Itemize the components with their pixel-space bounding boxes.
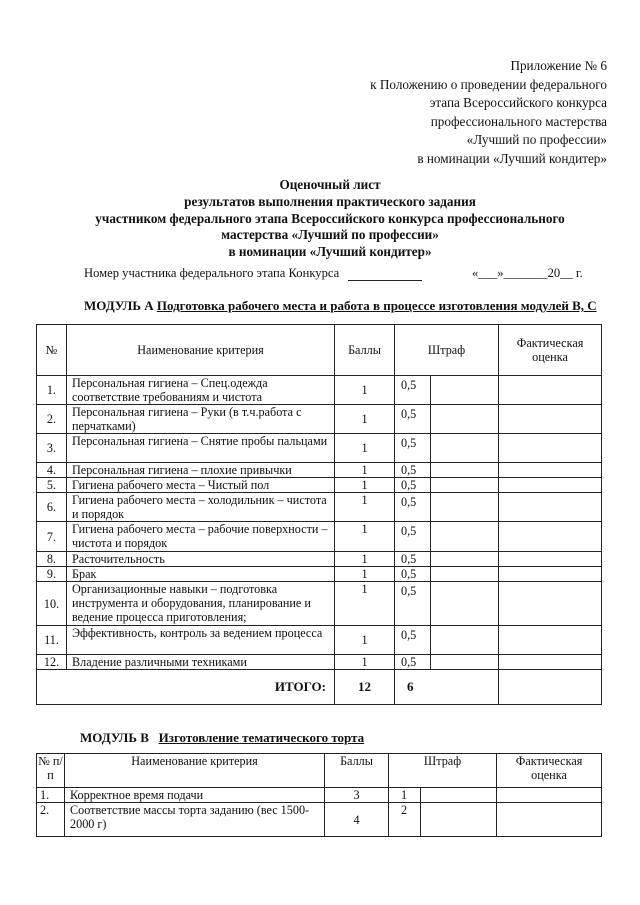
header-actual: Фактическая оценка: [499, 325, 602, 376]
appendix-line: Приложение № 6: [510, 58, 607, 73]
row-num: 3.: [37, 434, 67, 463]
row-criterion: Персональная гигиена – Руки (в т.ч.работа с перчатками): [67, 405, 335, 434]
table-row: [37, 405, 602, 434]
row-actual-score[interactable]: [497, 803, 602, 837]
row-points: 1: [335, 405, 395, 434]
row-num: 6.: [37, 493, 67, 522]
row-points: 1: [335, 582, 395, 626]
row-actual-score[interactable]: [499, 376, 602, 405]
row-num: 1.: [37, 376, 67, 405]
table-header-row: [37, 754, 602, 788]
row-penalty-mark[interactable]: [431, 626, 499, 655]
row-penalty-mark[interactable]: [431, 552, 499, 567]
row-points: 1: [335, 655, 395, 670]
row-penalty: 0,5: [395, 493, 431, 522]
title-line: участником федерального этапа Всероссийского конкурса профессионального: [95, 210, 565, 226]
module-a-table: [36, 324, 602, 705]
row-actual-score[interactable]: [497, 788, 602, 803]
table-row: [37, 552, 602, 567]
row-points: 1: [335, 522, 395, 552]
row-points: 1: [335, 376, 395, 405]
appendix-line: профессионального мастерства: [430, 113, 607, 129]
row-penalty: 0,5: [395, 522, 431, 552]
header-criterion: Наименование критерия: [67, 325, 335, 376]
row-penalty: 0,5: [395, 567, 431, 582]
row-num: 4.: [37, 463, 67, 478]
row-actual-score[interactable]: [499, 434, 602, 463]
row-points: 1: [335, 552, 395, 567]
row-criterion: Расточительность: [67, 552, 335, 567]
row-criterion: Персональная гигиена – Спец.одежда соответствие требованиям и чистота: [67, 376, 335, 405]
row-criterion: Корректное время подачи: [65, 788, 325, 803]
row-penalty-mark[interactable]: [431, 405, 499, 434]
row-num: 2.: [37, 803, 65, 837]
title-line: мастерства «Лучший по профессии»: [221, 227, 439, 243]
header-points: Баллы: [325, 754, 389, 788]
appendix-line: в номинации «Лучший кондитер»: [417, 150, 607, 166]
row-penalty: 0,5: [395, 405, 431, 434]
module-b-name: Изготовление тематического торта: [158, 730, 365, 745]
row-penalty: 0,5: [395, 478, 431, 493]
row-num: 1.: [37, 788, 65, 803]
header-points: Баллы: [335, 325, 395, 376]
header-penalty: Штраф: [389, 754, 497, 788]
table-row: [37, 463, 602, 478]
appendix-line: «Лучший по профессии»: [466, 132, 607, 148]
row-penalty-mark[interactable]: [431, 463, 499, 478]
row-actual-score[interactable]: [499, 478, 602, 493]
row-penalty-mark[interactable]: [431, 376, 499, 405]
row-num: 2.: [37, 405, 67, 434]
row-criterion: Гигиена рабочего места – Чистый пол: [67, 478, 335, 493]
table-row: [37, 493, 602, 522]
header-num: № п/п: [37, 754, 65, 788]
module-b-title: [80, 730, 364, 746]
row-actual-score[interactable]: [499, 655, 602, 670]
header-num: №: [37, 325, 67, 376]
row-penalty-mark[interactable]: [431, 567, 499, 582]
row-criterion: Эффективность, контроль за ведением процесса: [67, 626, 335, 655]
table-row: [37, 626, 602, 655]
module-b-table: [36, 753, 602, 837]
table-row: [37, 655, 602, 670]
title-line: в номинации «Лучший кондитер»: [228, 244, 432, 260]
participant-line: [84, 266, 604, 284]
row-penalty-mark[interactable]: [431, 582, 499, 626]
module-a-name: Подготовка рабочего места и работа в процессе изготовления модулей В, С: [156, 298, 597, 313]
total-penalty: 6: [395, 670, 499, 705]
row-actual-score[interactable]: [499, 493, 602, 522]
title-line: результатов выполнения практического задания: [184, 193, 476, 209]
row-penalty: 0,5: [395, 582, 431, 626]
row-criterion: Владение различными техниками: [67, 655, 335, 670]
row-penalty: 0,5: [395, 552, 431, 567]
row-actual-score[interactable]: [499, 582, 602, 626]
row-points: 4: [325, 803, 389, 837]
appendix-block: [247, 57, 607, 169]
table-row: [37, 582, 602, 626]
row-penalty-mark[interactable]: [431, 478, 499, 493]
row-penalty-mark[interactable]: [431, 522, 499, 552]
row-actual-score[interactable]: [499, 567, 602, 582]
row-criterion: Гигиена рабочего места – рабочие поверхности – чистота и порядок: [67, 522, 335, 552]
participant-number-field[interactable]: [348, 280, 422, 281]
row-penalty: 0,5: [395, 434, 431, 463]
row-penalty: 0,5: [395, 376, 431, 405]
row-points: 1: [335, 478, 395, 493]
row-points: 1: [335, 463, 395, 478]
module-a-prefix: МОДУЛЬ А: [84, 298, 154, 313]
table-row: [37, 478, 602, 493]
header-penalty: Штраф: [395, 325, 499, 376]
row-criterion: Организационные навыки – подготовка инструмента и оборудования, планирование и ведение процесса приготовления;: [67, 582, 335, 626]
row-penalty-mark[interactable]: [431, 493, 499, 522]
row-penalty: 0,5: [395, 463, 431, 478]
table-row: [37, 376, 602, 405]
row-penalty: 2: [389, 803, 421, 837]
row-penalty: 0,5: [395, 626, 431, 655]
row-num: 9.: [37, 567, 67, 582]
row-criterion: Персональная гигиена – плохие привычки: [67, 463, 335, 478]
row-points: 3: [325, 788, 389, 803]
table-row: [37, 788, 602, 803]
row-actual-score[interactable]: [499, 626, 602, 655]
row-penalty-mark[interactable]: [421, 788, 497, 803]
appendix-line: к Положению о проведении федерального: [370, 76, 607, 92]
participant-label: Номер участника федерального этапа Конкурса: [84, 266, 340, 280]
row-penalty: 1: [389, 788, 421, 803]
row-points: 1: [335, 567, 395, 582]
row-actual-score[interactable]: [499, 463, 602, 478]
total-actual-score[interactable]: [499, 670, 602, 705]
row-num: 12.: [37, 655, 67, 670]
row-num: 11.: [37, 626, 67, 655]
table-header-row: [37, 325, 602, 376]
header-criterion: Наименование критерия: [65, 754, 325, 788]
row-actual-score[interactable]: [499, 552, 602, 567]
row-num: 5.: [37, 478, 67, 493]
row-criterion: Гигиена рабочего места – холодильник – чистота и порядок: [67, 493, 335, 522]
row-actual-score[interactable]: [499, 405, 602, 434]
row-actual-score[interactable]: [499, 522, 602, 552]
document-title: [60, 177, 600, 261]
row-penalty-mark[interactable]: [421, 803, 497, 837]
row-penalty-mark[interactable]: [431, 434, 499, 463]
row-penalty: 0,5: [395, 655, 431, 670]
module-b-prefix: МОДУЛЬ В: [80, 730, 149, 745]
total-row: [37, 670, 602, 705]
table-row: [37, 522, 602, 552]
appendix-line: этапа Всероссийского конкурса: [429, 95, 607, 111]
title-line: Оценочный лист: [279, 177, 381, 192]
row-num: 7.: [37, 522, 67, 552]
table-row: [37, 803, 602, 837]
row-num: 8.: [37, 552, 67, 567]
table-row: [37, 434, 602, 463]
date-field[interactable]: «___»_______20__ г.: [472, 266, 583, 280]
row-penalty-mark[interactable]: [431, 655, 499, 670]
row-criterion: Персональная гигиена – Снятие пробы пальцами: [67, 434, 335, 463]
row-criterion: Брак: [67, 567, 335, 582]
row-criterion: Соответствие массы торта заданию (вес 1500-2000 г): [65, 803, 325, 837]
module-a-title: [84, 298, 597, 314]
row-points: 1: [335, 434, 395, 463]
total-points: 12: [335, 670, 395, 705]
row-points: 1: [335, 626, 395, 655]
row-num: 10.: [37, 582, 67, 626]
header-actual: Фактическая оценка: [497, 754, 602, 788]
row-points: 1: [335, 493, 395, 522]
total-label: ИТОГО:: [37, 670, 335, 705]
table-row: [37, 567, 602, 582]
